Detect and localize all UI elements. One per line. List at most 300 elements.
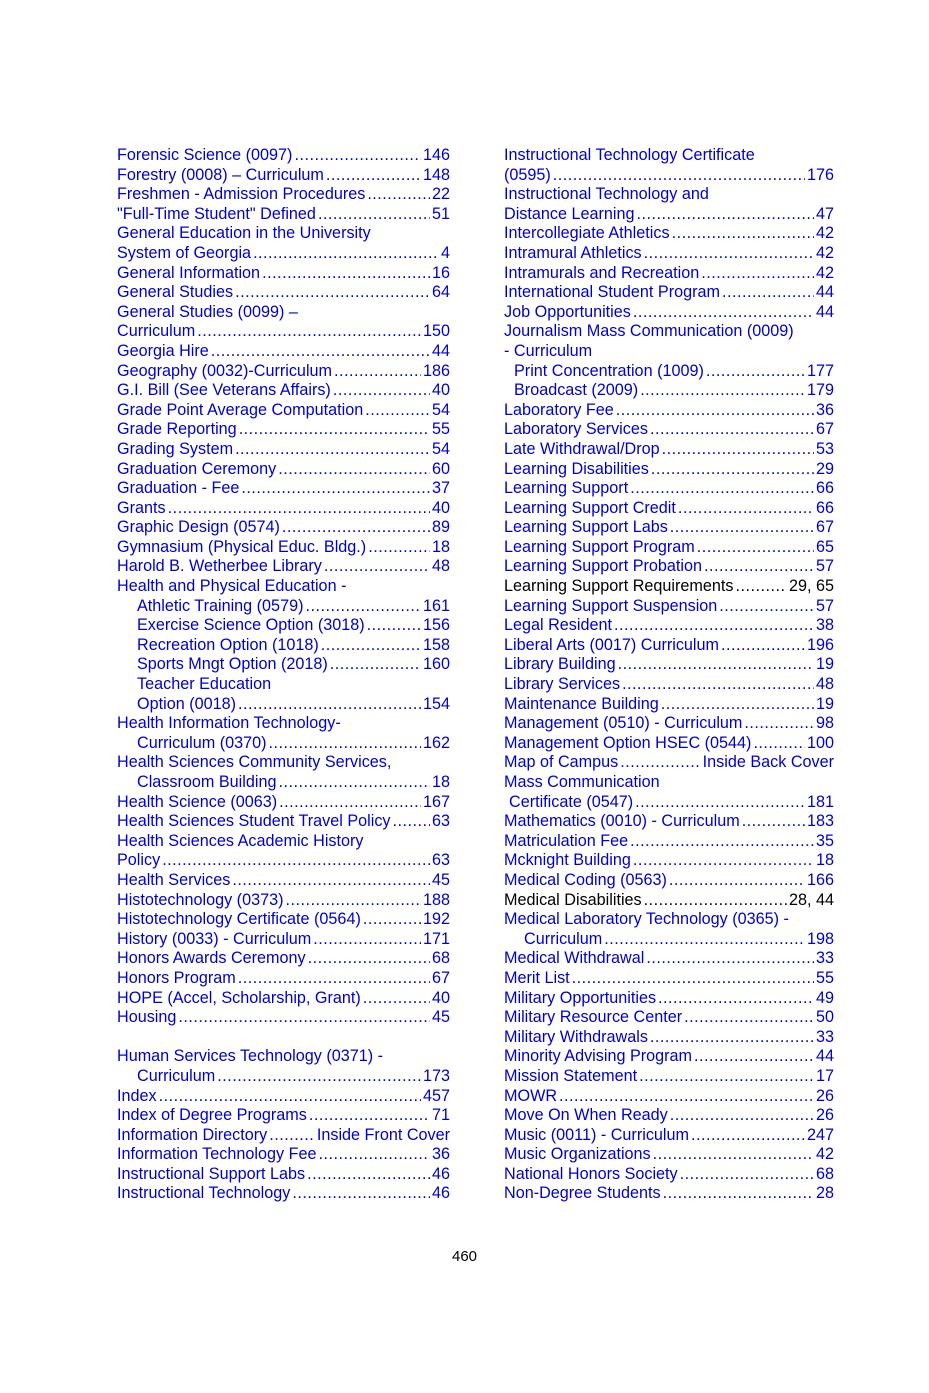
dot-leader <box>680 1165 814 1185</box>
entry-title: Grade Point Average Computation <box>117 400 364 419</box>
index-entry[interactable] <box>504 851 834 871</box>
entry-title: Grade Reporting <box>117 420 237 439</box>
index-entry[interactable] <box>504 949 834 969</box>
dot-leader <box>633 303 814 323</box>
page-reference: 45 <box>431 870 450 889</box>
dot-leader <box>159 1087 421 1107</box>
page-reference: 4 <box>440 243 450 262</box>
page-reference: 173 <box>422 1066 450 1085</box>
dot-leader <box>241 479 430 499</box>
dot-leader <box>553 166 805 186</box>
index-entry[interactable] <box>117 499 450 519</box>
entry-title: Medical Laboratory Technology (0365) - <box>504 910 789 929</box>
page-reference: 48 <box>431 557 450 576</box>
entry-title: Curriculum (0370) <box>137 733 267 752</box>
entry-title: Medical Disabilities <box>504 890 642 909</box>
page-reference: 162 <box>422 733 450 752</box>
index-entry[interactable] <box>117 518 450 538</box>
entry-title: Curriculum <box>137 1066 216 1085</box>
page-reference: 44 <box>815 302 834 321</box>
page-reference: 171 <box>422 929 450 948</box>
entry-title: Histotechnology Certificate (0564) <box>117 910 361 929</box>
index-entry[interactable] <box>504 499 834 519</box>
dot-leader <box>279 793 421 813</box>
index-entry[interactable] <box>117 616 450 636</box>
index-entry[interactable] <box>117 166 450 186</box>
dot-leader <box>753 734 805 754</box>
dot-leader <box>269 1126 315 1146</box>
page-reference: 181 <box>806 792 834 811</box>
entry-title: Athletic Training (0579) <box>137 596 304 615</box>
index-entry[interactable] <box>504 1165 834 1185</box>
index-entry[interactable] <box>504 224 834 244</box>
page-reference: 100 <box>806 733 834 752</box>
index-entry-heading <box>117 577 450 597</box>
entry-title: Library Services <box>504 675 621 694</box>
page-reference: 150 <box>422 322 450 341</box>
index-column-left <box>117 146 450 1204</box>
dot-leader <box>367 616 421 636</box>
dot-leader <box>365 401 430 421</box>
dot-leader <box>572 969 814 989</box>
index-entry[interactable] <box>504 205 834 225</box>
index-entry[interactable] <box>504 381 834 401</box>
index-entry[interactable] <box>117 871 450 891</box>
index-entry[interactable] <box>117 1184 450 1204</box>
entry-title: Geography (0032)-Curriculum <box>117 361 333 380</box>
entry-title: Management (0510) - Curriculum <box>504 714 743 733</box>
dot-leader <box>333 381 430 401</box>
entry-title: Honors Program <box>117 968 236 987</box>
index-entry[interactable] <box>504 518 834 538</box>
entry-title: Military Withdrawals <box>504 1027 648 1046</box>
page-reference: 198 <box>806 929 834 948</box>
page-reference: 44 <box>815 283 834 302</box>
index-entry[interactable] <box>504 655 834 675</box>
index-entry[interactable] <box>504 989 834 1009</box>
index-entry[interactable] <box>504 793 834 813</box>
page-reference: 66 <box>815 498 834 517</box>
entry-title: Learning Support Credit <box>504 498 676 517</box>
dot-leader <box>262 264 430 284</box>
entry-title: General Education in the University <box>117 224 371 243</box>
page-reference: 36 <box>431 1145 450 1164</box>
dot-leader <box>217 1067 421 1087</box>
index-entry[interactable] <box>117 636 450 656</box>
page-reference: 247 <box>806 1125 834 1144</box>
dot-leader <box>278 773 430 793</box>
page-reference: 192 <box>422 910 450 929</box>
entry-title: Health Services <box>117 870 231 889</box>
dot-leader <box>742 812 805 832</box>
entry-title: Job Opportunities <box>504 302 631 321</box>
index-entry[interactable] <box>117 244 450 264</box>
page-reference: 18 <box>431 537 450 556</box>
page-reference: 158 <box>422 635 450 654</box>
entry-title: Print Concentration (1009) <box>514 361 704 380</box>
dot-leader <box>168 499 430 519</box>
dot-leader <box>684 1008 814 1028</box>
entry-title: Forensic Science (0097) <box>117 146 293 164</box>
dot-leader <box>330 655 421 675</box>
page-reference: Inside Front Cover <box>316 1125 450 1144</box>
entry-title: Legal Resident <box>504 616 612 635</box>
dot-leader <box>630 832 814 852</box>
entry-title: HOPE (Accel, Scholarship, Grant) <box>117 988 361 1007</box>
entry-title: Learning Support Labs <box>504 518 668 537</box>
index-entry-heading <box>117 753 450 773</box>
page-reference: 57 <box>815 596 834 615</box>
dot-leader <box>308 949 430 969</box>
index-entry[interactable] <box>504 440 834 460</box>
dot-leader <box>367 185 430 205</box>
index-entry[interactable] <box>504 244 834 264</box>
index-entry[interactable] <box>504 460 834 480</box>
index-entry[interactable] <box>504 264 834 284</box>
index-entry[interactable] <box>117 264 450 284</box>
entry-title: Music (0011) - Curriculum <box>504 1125 689 1144</box>
entry-title: Library Building <box>504 655 616 674</box>
dot-leader <box>644 891 787 911</box>
page-reference: 66 <box>815 479 834 498</box>
index-entry[interactable] <box>117 1008 450 1028</box>
index-entry[interactable] <box>117 1087 450 1107</box>
index-entry[interactable] <box>117 557 450 577</box>
page-reference: 51 <box>431 204 450 223</box>
page-reference: 161 <box>422 596 450 615</box>
index-entry[interactable] <box>504 420 834 440</box>
page-reference: 183 <box>806 812 834 831</box>
page-reference: 63 <box>431 851 450 870</box>
dot-leader <box>318 1145 430 1165</box>
index-entry-heading <box>117 832 450 852</box>
entry-title: Mathematics (0010) - Curriculum <box>504 812 740 831</box>
index-entry[interactable] <box>504 577 834 597</box>
index-entry[interactable] <box>117 851 450 871</box>
entry-title: Health and Physical Education - <box>117 577 347 596</box>
index-entry[interactable] <box>117 812 450 832</box>
index-entry[interactable] <box>117 930 450 950</box>
page-reference: 156 <box>422 616 450 635</box>
page-reference: 67 <box>815 518 834 537</box>
entry-title: Medical Withdrawal <box>504 949 645 968</box>
entry-title: Broadcast (2009) <box>514 381 639 400</box>
index-entry[interactable] <box>117 440 450 460</box>
dot-leader <box>232 871 430 891</box>
entry-title: Learning Support Probation <box>504 557 702 576</box>
dot-leader <box>650 420 814 440</box>
dot-leader <box>672 224 814 244</box>
dot-leader <box>292 1184 430 1204</box>
entry-title: General Studies <box>117 283 234 302</box>
index-entry-heading <box>117 1047 450 1067</box>
index-entry[interactable] <box>117 969 450 989</box>
index-entry[interactable] <box>504 1126 834 1146</box>
entry-title: Instructional Technology and <box>504 185 709 204</box>
entry-title: Grading System <box>117 439 234 458</box>
index-entry[interactable] <box>504 538 834 558</box>
entry-title: Maintenance Building <box>504 694 659 713</box>
entry-title: Index of Degree Programs <box>117 1106 307 1125</box>
entry-title: Liberal Arts (0017) Curriculum <box>504 635 720 654</box>
index-entry[interactable] <box>117 1126 450 1146</box>
dot-leader <box>635 793 805 813</box>
index-entry[interactable] <box>117 1165 450 1185</box>
index-entry[interactable] <box>504 597 834 617</box>
dot-leader <box>238 969 430 989</box>
index-entry[interactable] <box>504 1047 834 1067</box>
entry-title: Human Services Technology (0371) - <box>117 1047 384 1066</box>
index-entry[interactable] <box>117 655 450 675</box>
dot-leader <box>162 851 430 871</box>
index-entry[interactable] <box>504 166 834 186</box>
dot-leader <box>393 812 430 832</box>
index-entry[interactable] <box>117 322 450 342</box>
entry-title: Journalism Mass Communication (0009) <box>504 322 794 341</box>
dot-leader <box>721 636 805 656</box>
index-entry[interactable] <box>117 342 450 362</box>
blank-line <box>117 1028 450 1048</box>
index-entry[interactable] <box>504 753 834 773</box>
index-entry[interactable] <box>504 1067 834 1087</box>
dot-leader <box>653 1145 814 1165</box>
dot-leader <box>616 401 814 421</box>
entry-title: Matriculation Fee <box>504 831 629 850</box>
entry-title: Move On When Ready <box>504 1106 668 1125</box>
page-reference: 42 <box>815 1145 834 1164</box>
dot-leader <box>633 851 814 871</box>
index-entry[interactable] <box>117 205 450 225</box>
index-entry-heading <box>504 322 834 342</box>
page-reference: 55 <box>431 420 450 439</box>
index-entry[interactable] <box>117 1106 450 1126</box>
entry-title: System of Georgia <box>117 243 252 262</box>
dot-leader <box>604 930 805 950</box>
entry-title: Learning Disabilities <box>504 459 649 478</box>
index-entry[interactable] <box>504 1087 834 1107</box>
page-reference: 177 <box>806 361 834 380</box>
index-entry[interactable] <box>117 949 450 969</box>
page-reference: 44 <box>815 1047 834 1066</box>
index-entry[interactable] <box>504 1184 834 1204</box>
page-reference: 67 <box>815 420 834 439</box>
page-reference: 50 <box>815 1008 834 1027</box>
entry-title: General Information <box>117 263 261 282</box>
dot-leader <box>278 460 430 480</box>
entry-title: Forestry (0008) – Curriculum <box>117 165 324 184</box>
index-entry[interactable] <box>504 1106 834 1126</box>
dot-leader <box>178 1008 430 1028</box>
dot-leader <box>235 440 430 460</box>
index-entry[interactable] <box>117 910 450 930</box>
entry-title: Mass Communication <box>504 773 660 791</box>
page-reference: 457 <box>422 1086 450 1105</box>
index-entry[interactable] <box>117 597 450 617</box>
index-entry[interactable] <box>504 930 834 950</box>
page-reference: 176 <box>806 165 834 184</box>
entry-title: International Student Program <box>504 283 720 302</box>
page-reference: 67 <box>431 968 450 987</box>
index-entry[interactable] <box>117 989 450 1009</box>
page-reference: 22 <box>431 185 450 204</box>
index-entry[interactable] <box>117 891 450 911</box>
index-entry[interactable] <box>117 185 450 205</box>
index-entry[interactable] <box>117 460 450 480</box>
dot-leader <box>305 597 421 617</box>
dot-leader <box>211 342 430 362</box>
index-entry[interactable] <box>504 695 834 715</box>
index-entry[interactable] <box>504 303 834 323</box>
dot-leader <box>662 440 814 460</box>
page-reference: 42 <box>815 243 834 262</box>
page-reference: 42 <box>815 263 834 282</box>
entry-title: National Honors Society <box>504 1164 678 1183</box>
entry-title: G.I. Bill (See Veterans Affairs) <box>117 381 331 400</box>
dot-leader <box>321 636 421 656</box>
index-entry[interactable] <box>504 557 834 577</box>
index-entry-heading <box>117 675 450 695</box>
dot-leader <box>651 460 814 480</box>
index-entry[interactable] <box>504 734 834 754</box>
index-entry[interactable] <box>504 479 834 499</box>
index-entry[interactable] <box>504 871 834 891</box>
dot-leader <box>639 1067 814 1087</box>
entry-title: Late Withdrawal/Drop <box>504 439 660 458</box>
index-entry[interactable] <box>504 401 834 421</box>
index-entry[interactable] <box>117 793 450 813</box>
index-entry[interactable] <box>504 1028 834 1048</box>
entry-title: Exercise Science Option (3018) <box>137 616 365 635</box>
entry-title: Map of Campus <box>504 753 619 772</box>
page-reference: 186 <box>422 361 450 380</box>
page-reference: 49 <box>815 988 834 1007</box>
dot-leader <box>658 989 814 1009</box>
page-reference: 46 <box>431 1184 450 1203</box>
entry-title: Teacher Education <box>137 675 272 694</box>
index-entry-heading <box>504 185 834 205</box>
entry-title: Graphic Design (0574) <box>117 518 280 537</box>
dot-leader <box>630 479 814 499</box>
entry-title: (0595) <box>504 165 551 184</box>
index-entry[interactable] <box>117 362 450 382</box>
dot-leader <box>269 734 421 754</box>
page-reference: 154 <box>422 694 450 713</box>
dot-leader <box>661 695 814 715</box>
index-entry[interactable] <box>117 381 450 401</box>
index-entry-heading <box>504 146 834 166</box>
dot-leader <box>285 891 421 911</box>
index-entry[interactable] <box>504 675 834 695</box>
dot-leader <box>678 499 814 519</box>
dot-leader <box>368 538 430 558</box>
index-entry[interactable] <box>117 146 450 166</box>
index-entry-heading <box>117 224 450 244</box>
entry-title: Sports Mngt Option (2018) <box>137 655 328 674</box>
dot-leader <box>704 557 814 577</box>
index-entry[interactable] <box>504 616 834 636</box>
entry-title: Housing <box>117 1008 177 1027</box>
page-reference: 54 <box>431 400 450 419</box>
dot-leader <box>309 1106 430 1126</box>
index-entry[interactable] <box>117 695 450 715</box>
dot-leader <box>197 322 421 342</box>
page-reference: 48 <box>815 675 834 694</box>
entry-title: Minority Advising Program <box>504 1047 693 1066</box>
index-entry[interactable] <box>504 969 834 989</box>
entry-title: Harold B. Wetherbee Library <box>117 557 322 576</box>
dot-leader <box>235 283 430 303</box>
dot-leader <box>307 1165 430 1185</box>
entry-title: Classroom Building <box>137 773 277 791</box>
index-entry[interactable] <box>504 812 834 832</box>
dot-leader <box>644 244 814 264</box>
index-entry[interactable] <box>504 362 834 382</box>
dot-leader <box>706 362 805 382</box>
index-entry[interactable] <box>117 538 450 558</box>
dot-leader <box>326 166 421 186</box>
index-entry[interactable] <box>504 1145 834 1165</box>
entry-title: Health Information Technology- <box>117 714 341 733</box>
entry-title: - Curriculum <box>504 341 593 360</box>
index-entry[interactable] <box>117 773 450 793</box>
page-reference: 47 <box>815 204 834 223</box>
page-reference: 33 <box>815 949 834 968</box>
index-entry[interactable] <box>117 283 450 303</box>
dot-leader <box>334 362 421 382</box>
page-reference: 29 <box>815 459 834 478</box>
index-entry-heading <box>504 342 834 362</box>
entry-title: Policy <box>117 851 161 870</box>
entry-title: Health Sciences Student Travel Policy <box>117 812 391 831</box>
dot-leader <box>669 871 805 891</box>
index-entry[interactable] <box>117 479 450 499</box>
dot-leader <box>324 557 430 577</box>
page-reference: 55 <box>815 968 834 987</box>
index-entry[interactable] <box>117 1067 450 1087</box>
index-entry[interactable] <box>504 714 834 734</box>
index-entry[interactable] <box>117 420 450 440</box>
index-entry[interactable] <box>117 1145 450 1165</box>
page-reference: 16 <box>431 263 450 282</box>
dot-leader <box>719 597 814 617</box>
entry-title: Georgia Hire <box>117 341 209 360</box>
page-reference: 28 <box>815 1184 834 1203</box>
index-entry[interactable] <box>504 891 834 911</box>
index-entry[interactable] <box>117 734 450 754</box>
index-entry-heading <box>117 714 450 734</box>
index-entry[interactable] <box>504 636 834 656</box>
entry-title: Health Sciences Academic History <box>117 831 364 850</box>
index-entry[interactable] <box>117 401 450 421</box>
page-reference: 19 <box>815 655 834 674</box>
dot-leader <box>620 753 700 773</box>
entry-title: Merit List <box>504 968 570 987</box>
dot-leader <box>701 264 814 284</box>
dot-leader <box>640 381 805 401</box>
index-entry[interactable] <box>504 283 834 303</box>
index-entry[interactable] <box>504 832 834 852</box>
dot-leader <box>313 930 421 950</box>
index-entry[interactable] <box>504 1008 834 1028</box>
entry-title: Curriculum <box>117 322 196 341</box>
page-reference: 196 <box>806 635 834 654</box>
entry-title: Graduation - Fee <box>117 479 240 498</box>
page-reference: 146 <box>422 146 450 164</box>
index-entry-heading <box>504 910 834 930</box>
entry-title: General Studies (0099) – <box>117 302 298 321</box>
entry-title: Laboratory Fee <box>504 400 614 419</box>
page-reference: 46 <box>431 1164 450 1183</box>
